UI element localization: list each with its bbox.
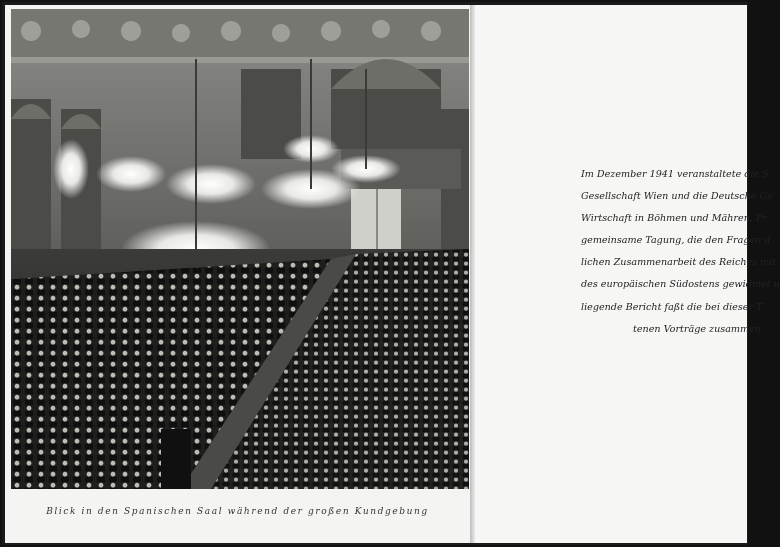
text-line: des europäischen Südostens gewidmet u bbox=[581, 279, 780, 291]
text-line: liegende Bericht faßt die bei dieser T bbox=[581, 301, 763, 313]
text-line: tenen Vorträge zusammen. bbox=[633, 323, 765, 335]
text-line: Im Dezember 1941 veranstaltete die S bbox=[581, 169, 769, 180]
photo-caption: Blick in den Spanischen Saal während der großen Kundgebung bbox=[46, 507, 429, 517]
text-line: gemeinsame Tagung, die den Fragen d bbox=[581, 235, 771, 247]
book-spread bbox=[2, 2, 780, 545]
hall-photo-image bbox=[11, 9, 469, 489]
text-line: lichen Zusammenarbeit des Reiches mit bbox=[581, 257, 777, 269]
text-line: Wirtschaft in Böhmen und Mähren, Pr bbox=[581, 213, 768, 225]
intro-paragraph bbox=[581, 164, 780, 341]
hall-photograph bbox=[11, 9, 469, 489]
right-page bbox=[475, 5, 780, 543]
left-page bbox=[5, 5, 470, 543]
text-line: Gesellschaft Wien und die Deutsche Ge bbox=[581, 191, 773, 203]
